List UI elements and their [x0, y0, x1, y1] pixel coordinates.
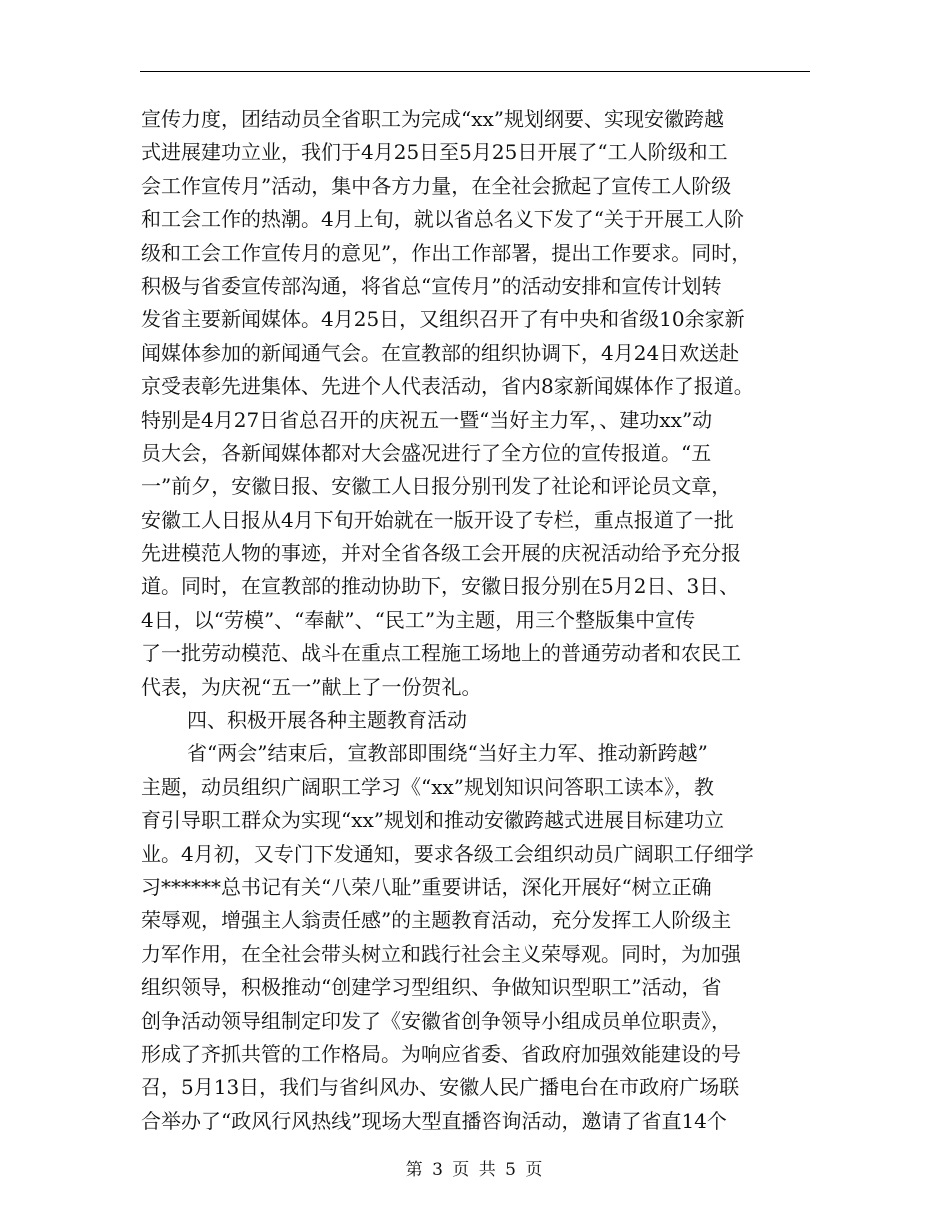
text-line: 代表，为庆祝“五一”献上了一份贺礼。 — [141, 674, 482, 699]
text-line: 荣辱观，增强主人翁责任感”的主题教育活动，充分发挥工人阶级主 — [141, 908, 732, 933]
body-text — [141, 103, 806, 1138]
text-line: 和工会工作的热潮。4月上旬，就以省总名义下发了“关于开展工人阶 — [141, 207, 744, 232]
text-line: 组织领导，积极推动“创建学习型组织、争做知识型职工”活动，省 — [141, 975, 722, 1000]
text-line: 级和工会工作宣传月的意见”，作出工作部署，提出工作要求。同时， — [141, 240, 752, 265]
text-line: 形成了齐抓共管的工作格局。为响应省委、省政府加强效能建设的号 — [141, 1041, 741, 1066]
text-line: 会工作宣传月”活动，集中各方力量，在全社会掀起了宣传工人阶级 — [141, 173, 732, 198]
text-line: 习******总书记有关“八荣八耻”重要讲话，深化开展好“树立正确 — [141, 874, 712, 899]
text-line: 4日，以“劳模”、“奉献”、“民工”为主题，用三个整版集中宣传 — [141, 607, 696, 632]
page-footer: 第 3 页 共 5 页 — [405, 1160, 545, 1180]
text-line: 积极与省委宣传部沟通，将省总“宣传月”的活动安排和宣传计划转 — [141, 273, 722, 298]
text-line: 式进展建功立业，我们于4月25日至5月25日开展了“工人阶级和工 — [141, 140, 728, 165]
text-line: 力军作用，在全社会带头树立和践行社会主义荣辱观。同时，为加强 — [141, 941, 741, 966]
text-line: 主题，动员组织广阔职工学习《“xx”规划知识问答职工读本》，教 — [141, 774, 715, 799]
text-line: 育引导职工群众为实现“xx”规划和推动安徽跨越式进展目标建功立 — [141, 808, 725, 833]
text-line: 一”前夕，安徽日报、安徽工人日报分别刊发了社论和评论员文章， — [141, 474, 732, 499]
text-line: 京受表彰先进集体、先进个人代表活动，省内8家新闻媒体作了报道。 — [141, 374, 754, 399]
text-line: 先进模范人物的事迹，并对全省各级工会开展的庆祝活动给予充分报 — [141, 541, 741, 566]
text-line: 发省主要新闻媒体。4月25日，又组织召开了有中央和省级10余家新 — [141, 307, 745, 332]
text-line: 了一批劳动模范、战斗在重点工程施工场地上的普通劳动者和农民工 — [141, 641, 741, 666]
text-line: 特别是4月27日省总召开的庆祝五一暨“当好主力军，、建功xx”动 — [141, 407, 713, 432]
text-line: 宣传力度，团结动员全省职工为完成“xx”规划纲要、实现安徽跨越 — [141, 107, 725, 131]
text-line: 省“两会”结束后，宣教部即围绕“当好主力军、推动新跨越” — [187, 741, 708, 766]
text-line: 道。同时，在宣教部的推动协助下，安徽日报分别在5月2日、3日、 — [141, 574, 740, 599]
text-line: 安徽工人日报从4月下旬开始就在一版开设了专栏，重点报道了一批 — [141, 507, 734, 532]
text-line: 员大会，各新闻媒体都对大会盛况进行了全方位的宣传报道。“五 — [141, 440, 712, 465]
text-line: 召，5月13日，我们与省纠风办、安徽人民广播电台在市政府广场联 — [141, 1075, 740, 1100]
text-line: 业。4月初，又专门下发通知，要求各级工会组织动员广阔职工仔细学 — [141, 841, 754, 866]
text-line: 合举办了“政风行风热线”现场大型直播咨询活动，邀请了省直14个 — [141, 1108, 727, 1133]
section-heading: 四、积极开展各种主题教育活动 — [187, 708, 467, 733]
header-rule — [140, 71, 810, 72]
text-line: 闻媒体参加的新闻通气会。在宣教部的组织协调下，4月24日欢送赴 — [141, 340, 740, 365]
text-line: 创争活动领导组制定印发了《安徽省创争领导小组成员单位职责》， — [141, 1008, 731, 1033]
